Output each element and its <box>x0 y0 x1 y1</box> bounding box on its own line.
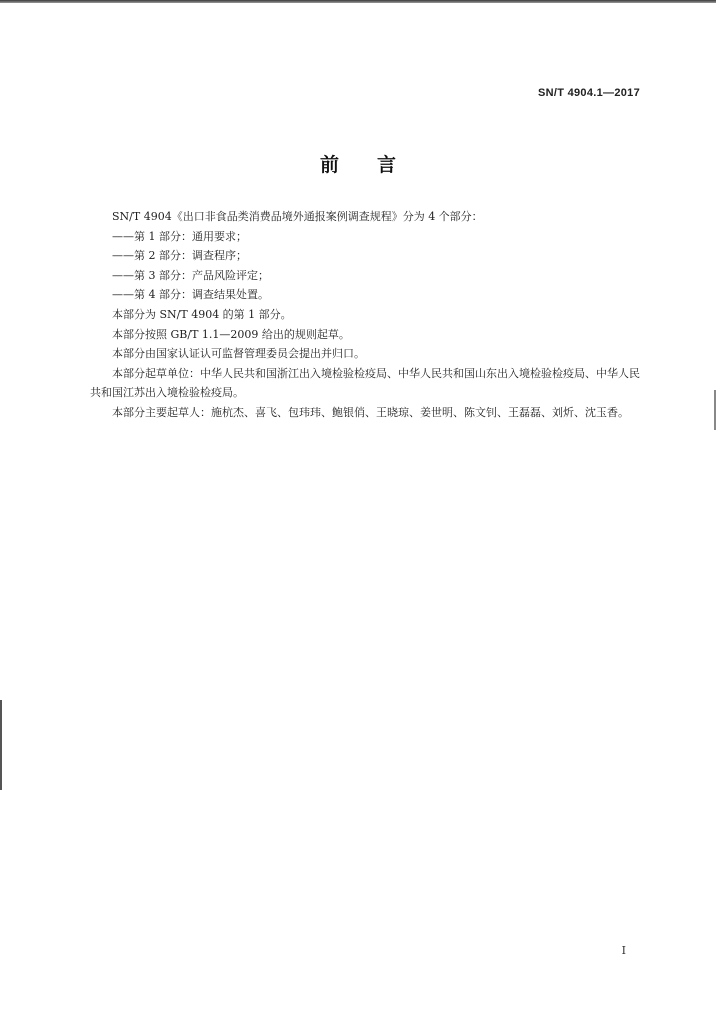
page-title: 前言 <box>319 154 434 176</box>
paragraph-drafting-units: 本部分起草单位：中华人民共和国浙江出入境检验检疫局、中华人民共和国山东出入境检验检疫局、中华人民共和国江苏出入境检验检疫局。 <box>90 366 640 400</box>
list-item-part-1: ——第 1 部分：通用要求； <box>112 229 247 243</box>
paragraph-proposer: 本部分由国家认证认可监督管理委员会提出并归口。 <box>112 347 365 361</box>
paragraph-this-part: 本部分为 SN/T 4904 的第 1 部分。 <box>112 307 292 321</box>
list-item-part-2: ——第 2 部分：调查程序； <box>112 249 247 263</box>
scan-edge-top <box>0 0 716 3</box>
paragraph-drafting-rules: 本部分按照 GB/T 1.1—2009 给出的规则起草。 <box>112 327 350 341</box>
paragraph-drafters: 本部分主要起草人：施杭杰、喜飞、包玮玮、鲍银俏、王晓琼、姜世明、陈文钊、王磊磊、刘炘、沈玉香。 <box>112 405 629 419</box>
page-number: I <box>621 944 626 957</box>
paragraph-parts-intro: SN/T 4904《出口非食品类消费品境外通报案例调查规程》分为 4 个部分： <box>112 210 483 223</box>
scan-edge-left <box>0 700 2 790</box>
list-item-part-4: ——第 4 部分：调查结果处置。 <box>112 288 269 302</box>
standard-number: SN/T 4904.1—2017 <box>537 87 640 99</box>
foreword-body <box>90 207 640 423</box>
list-item-part-3: ——第 3 部分：产品风险评定； <box>112 268 269 282</box>
